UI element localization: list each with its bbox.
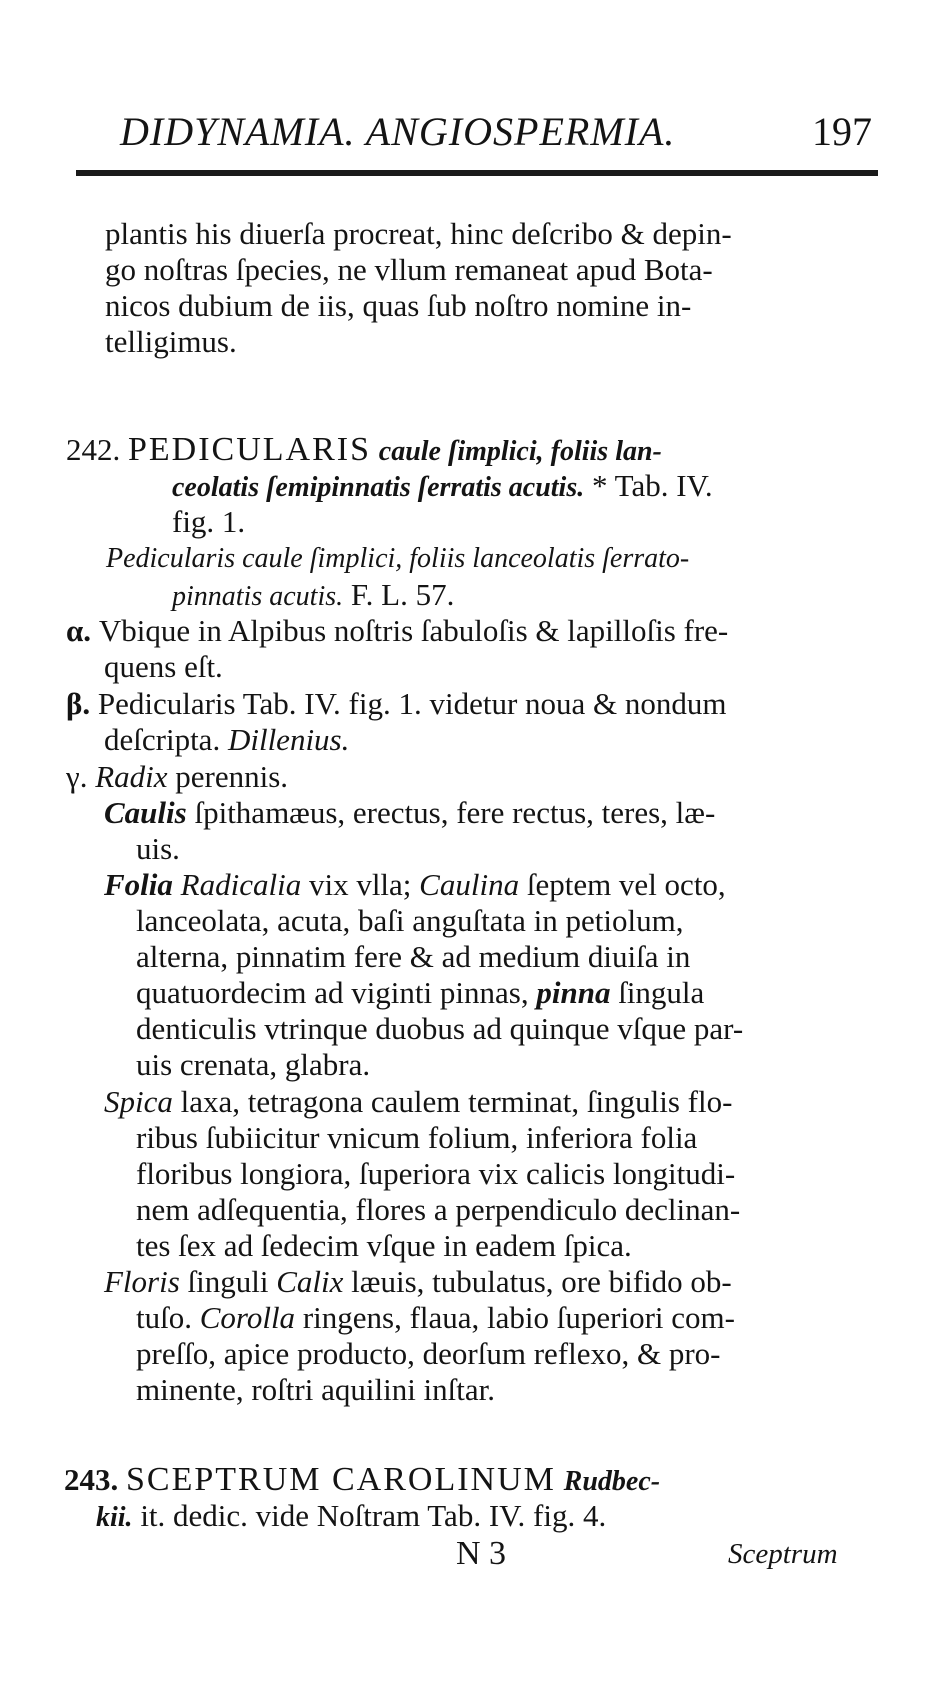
diagnosis-line: ceolatis ſemipinnatis ſerratis acutis. * Tab. IV. [172,468,713,503]
genus-name: PEDICULARIS [128,431,372,468]
gamma-line: γ. Radix perennis. [66,759,289,794]
folia-line: lanceolata, acuta, baſi anguſtata in petiolum, [136,903,684,938]
synonym-line: pinnatis acutis. F. L. 57. [172,577,455,612]
floris-line: preſſo, apice producto, deorſum reflexo, & pro- [136,1336,721,1371]
entry-number: 242. [66,432,121,467]
spica-line: tes ſex ad ſedecim vſque in eadem ſpica. [136,1228,632,1263]
plate-reference: * Tab. IV. [591,468,713,503]
figure-reference: fig. 1. [172,504,246,539]
spica-line: nem adſequentia, flores a perpendiculo declinan- [136,1192,741,1227]
synonym-line: Pedicularis caule ſimplici, foliis lanceolatis ſerrato- [106,543,690,574]
caulis-line: Caulis ſpithamæus, erectus, fere rectus, teres, læ- [104,795,716,830]
author-name: Dillenius. [227,722,350,757]
caulis-line: uis. [136,831,180,866]
intro-line: go noſtras ſpecies, ne vllum remaneat apud Bota- [105,252,713,287]
page-number: 197 [812,109,872,154]
spica-line: Spica laxa, tetragona caulem terminat, ſingulis flo- [104,1084,733,1119]
header-rule [76,170,878,176]
beta-line: deſcripta. Dillenius. [104,722,350,757]
diagnosis: caule ſimplici, foliis lan- [378,436,662,467]
floris-line: Floris ſinguli Calix læuis, tubulatus, ore bifido ob- [104,1264,732,1299]
running-header [120,108,880,156]
flora-reference: F. L. 57. [350,577,455,612]
folia-line: Folia Radicalia vix vlla; Caulina ſeptem vel octo, [104,867,726,902]
folia-line: uis crenata, glabra. [136,1047,371,1082]
folia-line: alterna, pinnatim fere & ad medium diuiſa in [136,939,691,974]
beta-line: β. Pedicularis Tab. IV. fig. 1. videtur noua & nondum [66,686,727,721]
folia-line: denticulis vtrinque duobus ad quinque vſque par- [136,1011,744,1046]
genus-name: SCEPTRUM CAROLINUM [126,1461,556,1498]
gamma-marker: γ. [66,759,88,794]
entry-242-heading [66,432,662,470]
signature-mark: N 3 [456,1535,507,1572]
catchword: Sceptrum [728,1538,838,1570]
floris-line: tuſo. Corolla ringens, flaua, labio ſuperiori com- [136,1300,735,1335]
spica-line: floribus longiora, ſuperiora vix calicis longitudi- [136,1156,736,1191]
alpha-marker: α. [66,613,92,648]
intro-line: nicos dubium de iis, quas ſub noſtro nomine in- [105,288,692,323]
entry-243-heading [64,1462,660,1500]
intro-line: plantis his diuerſa procreat, hinc deſcribo & depin- [105,216,732,251]
alpha-line: α. Vbique in Alpibus noſtris ſabuloſis & lapilloſis fre- [66,613,729,648]
running-title: DIDYNAMIA. ANGIOSPERMIA. [120,109,676,154]
spica-line: ribus ſubiicitur vnicum folium, inferiora folia [136,1120,698,1155]
beta-marker: β. [66,686,91,721]
folia-line: quatuordecim ad viginti pinnas, pinna ſingula [136,975,705,1010]
alpha-line: quens eſt. [104,649,223,684]
entry-243-line: kii. it. dedic. vide Noſtram Tab. IV. fig. 4. [96,1498,607,1533]
floris-line: minente, roſtri aquilini inſtar. [136,1372,496,1407]
author-abbrev: Rudbec- [563,1466,661,1497]
intro-line: telligimus. [105,324,237,359]
entry-number: 243. [64,1462,119,1497]
